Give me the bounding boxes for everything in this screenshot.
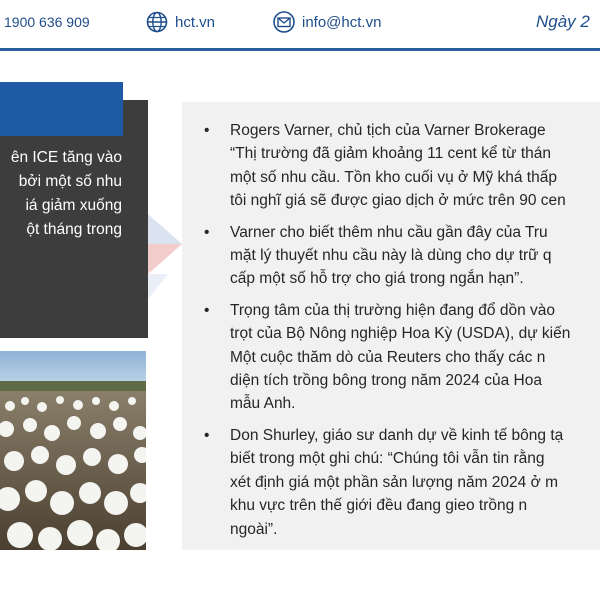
website-link[interactable]: hct.vn: [175, 13, 216, 31]
cotton-field-image: [0, 351, 146, 550]
header-website[interactable]: [146, 11, 215, 33]
bullet-item-varner: [204, 119, 600, 213]
bullet-line: trọt của Bộ Nông nghiệp Hoa Kỳ (USDA), dự kiến: [230, 325, 571, 343]
bullet-line: Một cuộc thăm dò của Reuters cho thấy các n: [230, 348, 546, 366]
bullet-item-demand: [204, 221, 600, 291]
header-email[interactable]: [273, 11, 381, 33]
date-label: Ngày 2: [536, 12, 590, 31]
bullet-line: Trọng tâm của thị trường hiện đang đổ dồn vào: [230, 301, 556, 319]
header-divider: [0, 48, 600, 51]
left-text-line: ột tháng trong: [26, 221, 122, 238]
left-summary-text: [0, 146, 122, 242]
bullet-line: ngoài”.: [230, 520, 278, 538]
bullet-line: Varner cho biết thêm nhu cầu gần đây của Tru: [230, 223, 548, 241]
left-accent-bar: [0, 82, 123, 136]
bullet-item-usda: [204, 299, 600, 416]
bullet-line: tôi nghĩ giá sẽ được giao dịch ở mức trên 90 cen: [230, 192, 566, 210]
bullet-line: biết trong một ghi chú: “Chúng tôi vẫn tin rằng: [230, 450, 545, 468]
bullet-marker: •: [204, 301, 210, 319]
header-date: [536, 12, 590, 32]
bullet-line: Rogers Varner, chủ tịch của Varner Brokerage: [230, 122, 546, 139]
bullet-item-shurley: [204, 424, 600, 541]
phone-number: 1900 636 909: [4, 14, 90, 30]
bullet-line: “Thị trường đã giảm khoảng 11 cent kể từ thán: [230, 145, 551, 163]
header-bar: [0, 0, 600, 48]
left-text-line: iá giảm xuống: [25, 197, 122, 214]
bullet-line: mặt lý thuyết nhu cầu này là dùng cho dự trữ q: [230, 247, 552, 265]
bullet-list: [204, 119, 600, 549]
content-panel: [182, 102, 600, 550]
bullet-line: mẫu Anh.: [230, 395, 296, 413]
bullet-line: xét định giá một phần sản lượng năm 2024 ở m: [230, 473, 558, 491]
bullet-marker: •: [204, 122, 210, 139]
bullet-line: cấp một số hỗ trợ cho giá trong ngắn hạn”.: [230, 270, 524, 288]
left-text-line: ên ICE tăng vào: [10, 149, 122, 166]
email-link[interactable]: info@hct.vn: [302, 13, 382, 31]
globe-icon: [146, 11, 168, 33]
header-phone[interactable]: [4, 14, 90, 30]
bullet-line: khu vực trên thế giới đều đang gieo trồng n: [230, 497, 528, 515]
bullet-line: Don Shurley, giáo sư danh dự về kinh tế bông tạ: [230, 426, 564, 444]
bullet-marker: •: [204, 223, 210, 241]
bullet-line: diện tích trồng bông trong năm 2024 của Hoa: [230, 372, 542, 390]
bullet-line: một số nhu cầu. Tồn kho cuối vụ ở Mỹ khá thấp: [230, 168, 557, 186]
bullet-marker: •: [204, 426, 210, 444]
left-text-line: bởi một số nhu: [18, 173, 122, 190]
envelope-icon: [273, 11, 295, 33]
